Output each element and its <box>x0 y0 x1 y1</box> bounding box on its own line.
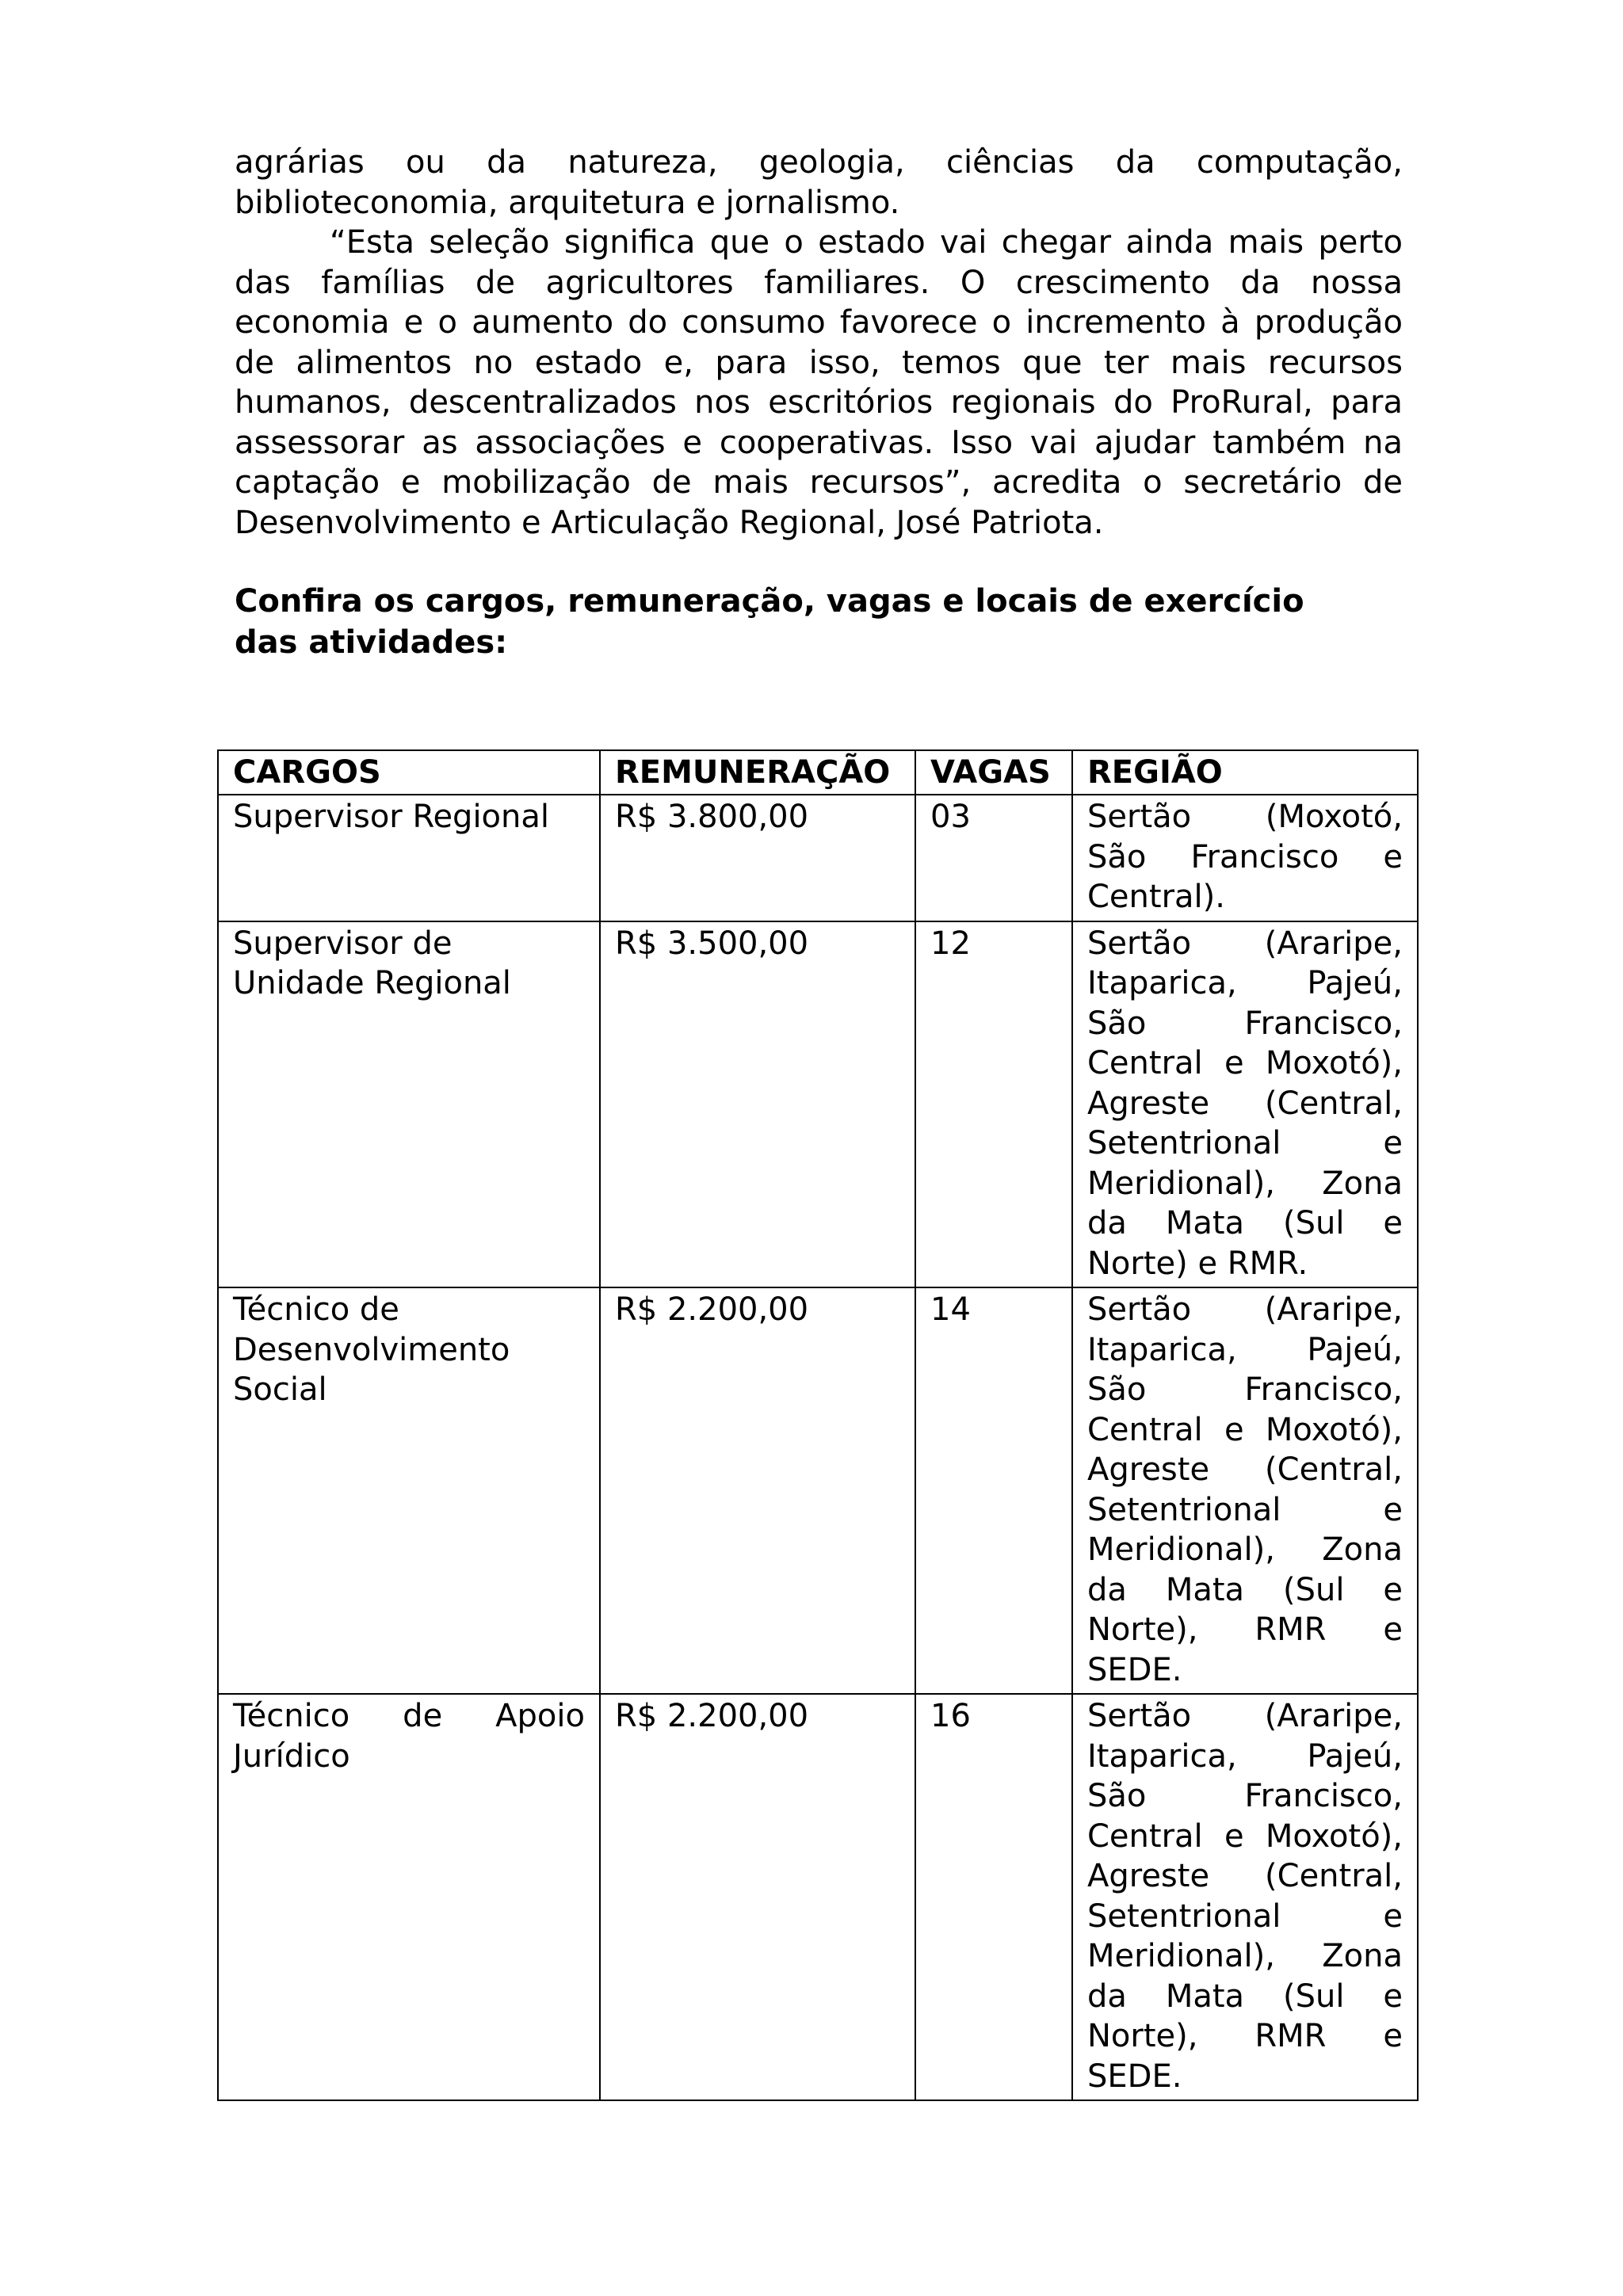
cell-remuneracao: R$ 3.500,00 <box>600 921 915 1288</box>
cell-remuneracao: R$ 2.200,00 <box>600 1287 915 1694</box>
positions-table <box>217 749 1419 2101</box>
cell-cargo: Supervisor de Unidade Regional <box>218 921 600 1288</box>
cell-remuneracao: R$ 2.200,00 <box>600 1694 915 2100</box>
paragraph-courses: agrárias ou da natureza, geologia, ciências da computação, biblioteconomia, arquitetura e jornalismo. <box>235 144 1403 221</box>
table-row <box>218 921 1418 1288</box>
header-vagas: VAGAS <box>915 750 1072 795</box>
cell-vagas: 03 <box>915 795 1072 921</box>
cell-cargo: Técnico de Desenvolvimento Social <box>218 1287 600 1694</box>
table-row <box>218 795 1418 921</box>
paragraph-quote: “Esta seleção significa que o estado vai chegar ainda mais perto das famílias de agricultores familiares. O crescimento da nossa economia e o aumento do consumo favorece o incremento à produção de alimentos no estado e, para isso, temos que ter mais recursos humanos, descentralizados nos escritórios regionais do ProRural, para assessorar as associações e cooperativas. Isso vai ajudar também na captação e mobilização de mais recursos”, acredita o secretário de Desenvolvimento e Articulação Regional, José Patriota. <box>235 224 1403 541</box>
header-remuneracao: REMUNERAÇÃO <box>600 750 915 795</box>
header-cargos: CARGOS <box>218 750 600 795</box>
cell-vagas: 14 <box>915 1287 1072 1694</box>
cell-cargo: Supervisor Regional <box>218 795 600 921</box>
table-row <box>218 1287 1418 1694</box>
cell-remuneracao: R$ 3.800,00 <box>600 795 915 921</box>
table-header-row <box>218 750 1418 795</box>
cell-vagas: 12 <box>915 921 1072 1288</box>
cell-regiao: Sertão (Araripe, Itaparica, Pajeú, São Francisco, Central e Moxotó), Agreste (Central, Setentrional e Meridional), Zona da Mata (Sul e Norte), RMR e SEDE. <box>1072 1694 1418 2100</box>
cell-regiao: Sertão (Araripe, Itaparica, Pajeú, São Francisco, Central e Moxotó), Agreste (Central, Setentrional e Meridional), Zona da Mata (Sul e Norte), RMR e SEDE. <box>1072 1287 1418 1694</box>
cell-vagas: 16 <box>915 1694 1072 2100</box>
table-row <box>218 1694 1418 2100</box>
cell-regiao: Sertão (Moxotó, São Francisco e Central). <box>1072 795 1418 921</box>
cell-cargo: Técnico de Apoio Jurídico <box>218 1694 600 2100</box>
section-heading: Confira os cargos, remuneração, vagas e locais de exercício das atividades: <box>235 583 1304 661</box>
document-page <box>235 143 1403 663</box>
cell-regiao: Sertão (Araripe, Itaparica, Pajeú, São Francisco, Central e Moxotó), Agreste (Central, Setentrional e Meridional), Zona da Mata (Sul e Norte) e RMR. <box>1072 921 1418 1288</box>
header-regiao: REGIÃO <box>1072 750 1418 795</box>
